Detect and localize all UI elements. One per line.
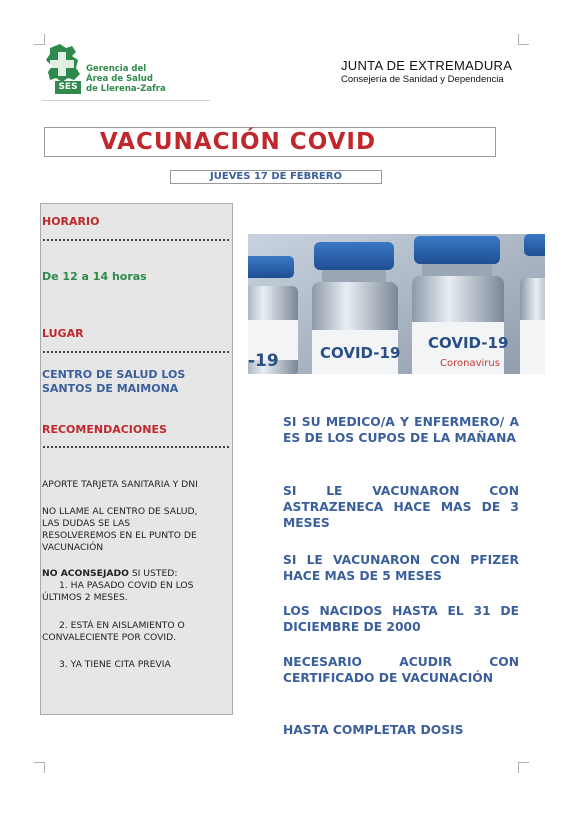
no-aconsejado-item-3: 3. YA TIENE CITA PREVIA xyxy=(59,659,171,670)
info-sidebar xyxy=(40,203,233,715)
lugar-value: CENTRO DE SALUD LOS SANTOS DE MAIMONA xyxy=(42,368,186,395)
title-box xyxy=(44,127,496,157)
ses-logo xyxy=(42,42,212,102)
no-aconsejado-item-2: 2. ESTÁ EN AISLAMIENTO O CONVALECIENTE POR COVID. xyxy=(42,620,185,643)
info-item: SI LE VACUNARON CON PFIZER HACE MAS DE 5 MESES xyxy=(283,553,519,583)
recomendaciones-label: RECOMENDACIONES xyxy=(42,423,167,436)
lugar-label: LUGAR xyxy=(42,327,84,340)
horario-value: De 12 a 14 horas xyxy=(42,270,147,283)
junta-subtitle: Consejería de Sanidad y Dependencia xyxy=(341,74,504,85)
junta-header xyxy=(341,58,512,85)
horario-label: HORARIO xyxy=(42,215,100,228)
no-aconsejado-item-1: 1. HA PASADO COVID EN LOS ÚLTIMOS 2 MESES. xyxy=(42,580,194,603)
vial-label: COVID-19 xyxy=(320,344,401,362)
info-item: SI LE VACUNARON CON ASTRAZENECA HACE MAS DE 3 MESES xyxy=(283,484,519,530)
vial-sublabel: Coronavirus xyxy=(440,358,500,369)
page-title: VACUNACIÓN COVID xyxy=(99,129,377,155)
recommendation-2: NO LLAME AL CENTRO DE SALUD, LAS DUDAS SE LAS RESOLVEREMOS EN EL PUNTO DE VACUNACIÓN xyxy=(42,506,198,553)
divider xyxy=(43,239,229,241)
no-aconsejado-heading: NO ACONSEJADO SI USTED: xyxy=(42,568,178,579)
vial-label: COVID-19 xyxy=(428,334,509,352)
divider xyxy=(43,446,229,448)
vaccine-vials-photo xyxy=(248,234,545,374)
logo-underline xyxy=(42,100,210,101)
recommendation-1: APORTE TARJETA SANITARIA Y DNI xyxy=(42,479,198,490)
vaccine-vials-image xyxy=(248,234,545,374)
logo-org-name: Gerencia del Área de Salud de Llerena-Zafra xyxy=(86,64,166,94)
vial-label: -19 xyxy=(248,351,279,371)
crop-mark-top-right xyxy=(518,34,529,45)
info-item: HASTA COMPLETAR DOSIS xyxy=(283,723,464,737)
crop-mark-bottom-right xyxy=(518,762,529,773)
divider xyxy=(43,351,229,353)
date-box xyxy=(170,170,382,184)
event-date: JUEVES 17 DE FEBRERO xyxy=(210,171,342,182)
info-item: LOS NACIDOS HASTA EL 31 DE DICIEMBRE DE 2000 xyxy=(283,604,519,634)
info-item: SI SU MEDICO/A Y ENFERMERO/ A ES DE LOS CUPOS DE LA MAÑANA xyxy=(283,415,519,445)
crop-mark-bottom-left xyxy=(34,762,45,773)
junta-title: JUNTA DE EXTREMADURA xyxy=(341,58,513,73)
ses-badge: SES xyxy=(55,81,81,94)
info-item: NECESARIO ACUDIR CON CERTIFICADO DE VACUNACIÓN xyxy=(283,655,519,685)
